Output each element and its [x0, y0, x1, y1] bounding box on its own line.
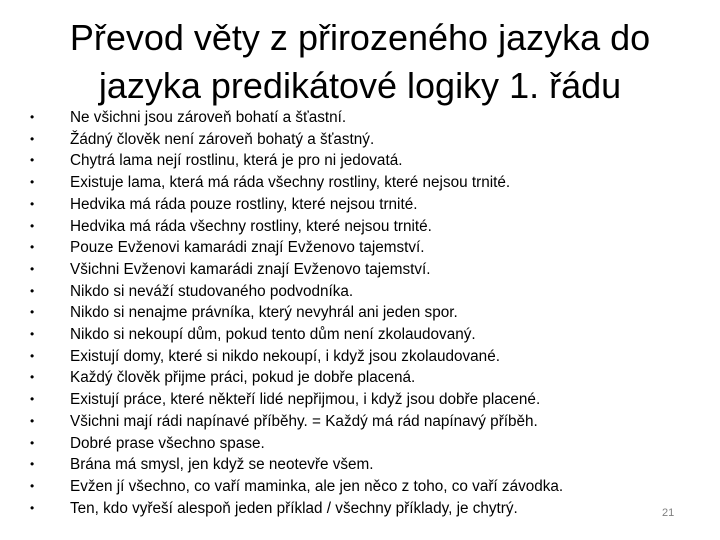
list-item: [30, 367, 690, 389]
slide-title-line-2: jazyka predikátové logiky 1. řádu: [98, 65, 622, 106]
list-item: [30, 150, 690, 172]
list-item: [30, 107, 690, 129]
bullet-icon: •: [30, 240, 35, 255]
page-number: 21: [662, 507, 675, 519]
list-item: [30, 476, 690, 498]
list-item-text: Hedvika má ráda všechny rostliny, které nejsou trnité.: [70, 217, 432, 235]
list-item: [30, 281, 690, 303]
list-item: [30, 237, 690, 259]
list-item: [30, 172, 690, 194]
bullet-icon: •: [30, 348, 35, 363]
list-item-text: Dobré prase všechno spase.: [70, 434, 265, 452]
bullet-icon: •: [30, 327, 35, 342]
list-item: [30, 411, 690, 433]
list-item-text: Všichni mají rádi napínavé příběhy. = Každý má rád napínavý příběh.: [70, 412, 538, 430]
list-item: [30, 498, 690, 520]
list-item-text: Všichni Evženovi kamarádi znají Evženovo tajemství.: [70, 260, 431, 278]
list-item: [30, 194, 690, 216]
bullet-icon: •: [30, 370, 35, 385]
bullet-icon: •: [30, 305, 35, 320]
list-item: [30, 302, 690, 324]
list-item-text: Nikdo si nenajme právníka, který nevyhrál ani jeden spor.: [70, 304, 458, 322]
list-item-text: Ten, kdo vyřeší alespoň jeden příklad / všechny příklady, je chytrý.: [70, 499, 518, 517]
list-item-text: Každý člověk přijme práci, pokud je dobře placená.: [70, 369, 416, 387]
bullet-icon: •: [30, 435, 35, 450]
bullet-icon: •: [30, 153, 35, 168]
bullet-icon: •: [30, 478, 35, 493]
list-item: [30, 346, 690, 368]
bullet-icon: •: [30, 261, 35, 276]
list-item: [30, 324, 690, 346]
list-item: [30, 389, 690, 411]
list-item-text: Existuje lama, která má ráda všechny rostliny, které nejsou trnité.: [70, 174, 511, 192]
bullet-icon: •: [30, 457, 35, 472]
list-item-text: Ne všichni jsou zároveň bohatí a šťastní.: [70, 109, 347, 126]
list-item: [30, 259, 690, 281]
bullet-icon: •: [30, 218, 35, 233]
list-item-text: Existují domy, které si nikdo nekoupí, i když jsou zkolaudované.: [70, 347, 500, 365]
bullet-icon: •: [30, 196, 35, 211]
slide-title: [40, 14, 680, 110]
bullet-icon: •: [30, 175, 35, 190]
sentence-list: [30, 107, 690, 519]
list-item-text: Pouze Evženovi kamarádi znají Evženovo tajemství.: [70, 239, 425, 257]
list-item-text: Chytrá lama nejí rostlinu, která je pro ni jedovatá.: [70, 152, 403, 170]
list-item: [30, 433, 690, 455]
slide-title-line-1: Převod věty z přirozeného jazyka do: [69, 17, 651, 58]
list-item-text: Existují práce, které někteří lidé nepřijmou, i když jsou dobře placené.: [70, 391, 541, 409]
list-item-text: Žádný člověk není zároveň bohatý a šťastný.: [70, 130, 375, 148]
list-item-text: Brána má smysl, jen když se neotevře všem.: [70, 456, 374, 474]
list-item: [30, 129, 690, 151]
bullet-icon: •: [30, 413, 35, 428]
bullet-icon: •: [30, 500, 35, 515]
bullet-icon: •: [30, 392, 35, 407]
list-item: [30, 454, 690, 476]
bullet-icon: •: [30, 131, 35, 146]
list-item-text: Evžen jí všechno, co vaří maminka, ale jen něco z toho, co vaří závodka.: [70, 477, 564, 495]
bullet-icon: •: [30, 110, 35, 124]
bullet-icon: •: [30, 283, 35, 298]
list-item-text: Hedvika má ráda pouze rostliny, které nejsou trnité.: [70, 195, 418, 213]
list-item-text: Nikdo si neváží studovaného podvodníka.: [70, 282, 354, 300]
list-item-text: Nikdo si nekoupí dům, pokud tento dům není zkolaudovaný.: [70, 326, 476, 344]
list-item: [30, 216, 690, 238]
